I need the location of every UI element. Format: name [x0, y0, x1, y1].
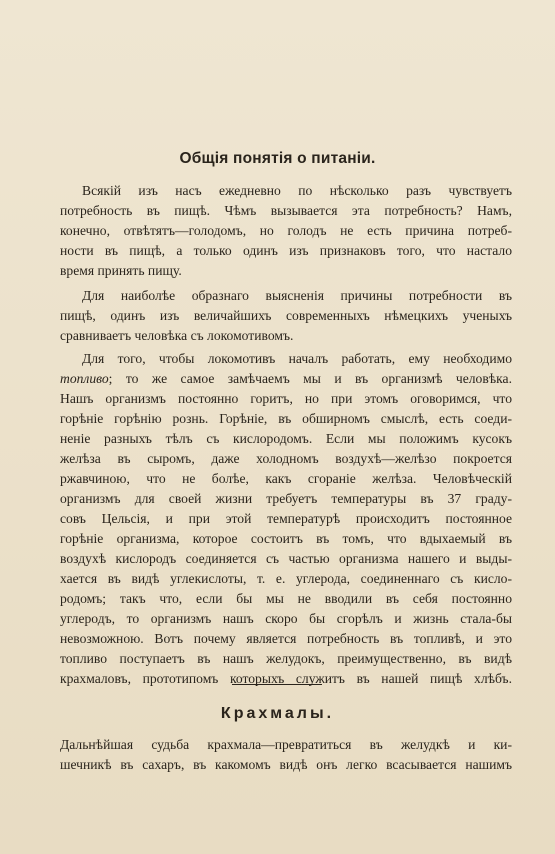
- section-heading: Крахмалы.: [220, 705, 335, 722]
- text-line: Всякій изъ насъ ежедневно по нѣсколько разъ чувствуетъ: [82, 183, 512, 198]
- text-line: пищѣ, одинъ изъ величайшихъ современныхъ нѣмецкихъ ученыхъ: [60, 308, 512, 323]
- text-line: конечно, отвѣтятъ—голодомъ, но голодъ не есть причина потреб-: [60, 223, 512, 238]
- text-line: совъ Цельсія, и при этой температурѣ происходитъ постоянное: [60, 511, 512, 526]
- text-line: шечникѣ въ сахаръ, въ какомомъ видѣ онъ легко всасывается нашимъ: [60, 757, 512, 772]
- section-text: [60, 735, 512, 785]
- text-line: ности въ пищѣ, а только одинъ изъ признаковъ того, что настало: [60, 243, 512, 258]
- text-line: невозможною. Вотъ почему является потребность въ топливѣ, и это: [60, 631, 512, 646]
- text-line: Для наиболѣе образнаго выясненія причины потребности въ: [82, 288, 512, 303]
- text-line: топливо поступаетъ въ нашъ желудокъ, преимущественно, въ видѣ: [60, 651, 512, 666]
- text-line: углеродъ, то организмъ нашъ скоро бы сгорѣлъ и жизнь стала-бы: [60, 611, 512, 626]
- italic-word: топливо: [60, 371, 109, 386]
- text-line: ржавчиною, что не болѣе, какъ сгораніе желѣза. Человѣческій: [60, 471, 512, 486]
- text-line: крахмаловъ, прототипомъ которыхъ служитъ въ нашей пищѣ хлѣбъ.: [60, 671, 512, 686]
- chapter-heading: Общія понятія о питаніи.: [179, 150, 376, 167]
- text-line: Нашъ организмъ постоянно горитъ, но при этомъ оговоримся, что: [60, 391, 512, 406]
- text-line: Дальнѣйшая судьба крахмала—превратиться въ желудкѣ и ки-: [60, 737, 512, 752]
- text-line: желѣза въ сыромъ, даже холодномъ воздухѣ—желѣзо покроется: [60, 451, 512, 466]
- text-line-rest: ; то же самое замѣчаемъ мы и въ организмѣ человѣка.: [108, 371, 512, 386]
- text-line: воздухѣ кислородъ соединяется съ частью организма нашего и выды-: [60, 551, 512, 566]
- text-line: Для того, чтобы локомотивъ началъ работать, ему необходимо: [82, 351, 512, 366]
- text-line: горѣніе горѣнію рознь. Горѣніе, въ обширномъ смыслѣ, есть соеди-: [60, 411, 512, 426]
- text-line: горѣніе организма, которое состоитъ въ томъ, что вдыхаемый въ: [60, 531, 512, 546]
- text-line: родомъ; такъ что, если бы мы не вводили въ себя постоянно: [60, 591, 512, 606]
- text-line: организмъ для своей жизни требуетъ температуры въ 37 граду-: [60, 491, 512, 506]
- body-text: [60, 181, 512, 686]
- text-line: хается въ видѣ углекислоты, т. е. углерода, соединеннаго съ кисло-: [60, 571, 512, 586]
- text-line-italic-start: [60, 369, 512, 389]
- text-line: время принять пищу.: [60, 263, 182, 278]
- section-divider: [232, 684, 322, 685]
- text-line: неніе разныхъ тѣлъ съ кислородомъ. Если мы положимъ кусокъ: [60, 431, 512, 446]
- text-line: потребность въ пищѣ. Чѣмъ вызывается эта потребность? Намъ,: [60, 203, 512, 218]
- text-line: сравниваетъ человѣка съ локомотивомъ.: [60, 328, 294, 343]
